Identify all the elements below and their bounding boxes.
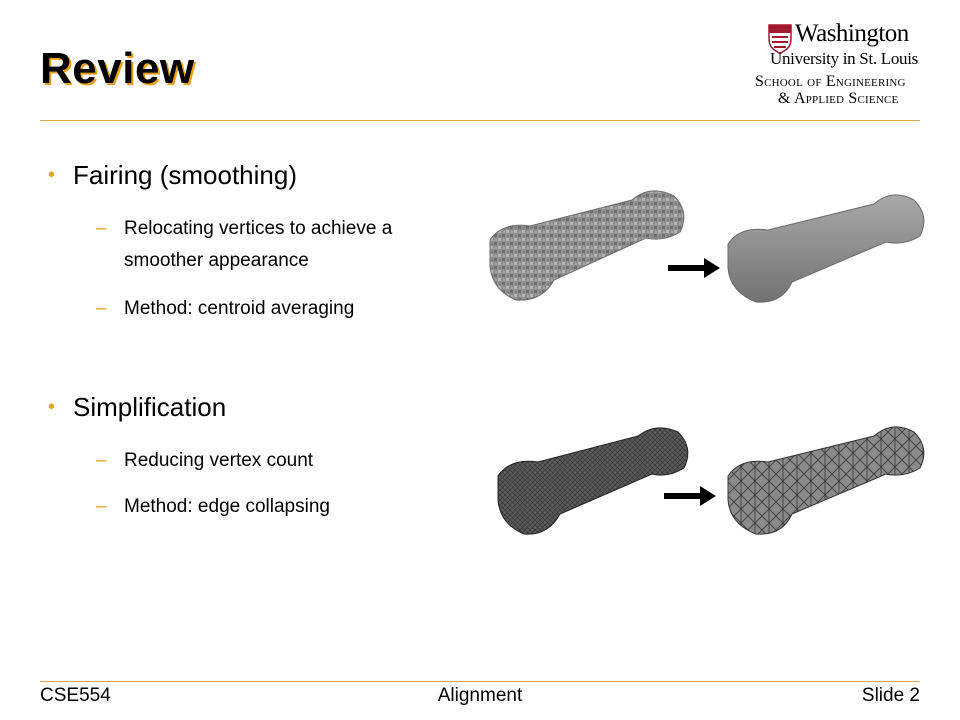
arrow-right-icon — [668, 258, 720, 278]
subbullet-dash: – — [96, 496, 107, 517]
bullet-simplification — [48, 392, 226, 423]
subbullet-text: Method: centroid averaging — [124, 298, 355, 319]
footer-divider — [40, 681, 920, 682]
university-logo — [750, 16, 940, 111]
subbullet-text: Method: edge collapsing — [124, 496, 330, 517]
bullet-fairing — [48, 160, 297, 191]
subbullet-text: Relocating vertices to achieve a smoother appearance — [124, 218, 393, 271]
slide-title: Review — [40, 44, 195, 93]
subbullet-reducing — [96, 445, 456, 477]
logo-school: School of Engineering — [755, 73, 906, 90]
logo-washington: Washington — [795, 20, 909, 47]
bullet-heading: Simplification — [73, 392, 227, 422]
subbullet-dash: – — [96, 218, 107, 239]
subbullet-centroid — [96, 293, 456, 325]
bone-noisy-image — [482, 182, 692, 307]
subbullet-relocating — [96, 213, 456, 277]
subbullet-dash: – — [96, 450, 107, 471]
subbullet-dash: – — [96, 298, 107, 319]
logo-applied-science: & Applied Science — [778, 90, 899, 107]
bone-dense-mesh-image — [490, 420, 696, 540]
bullet-heading: Fairing (smoothing) — [73, 160, 297, 190]
subbullet-edge-collapsing — [96, 491, 456, 523]
footer-course: CSE554 — [40, 685, 111, 706]
footer-slide-number: Slide 2 — [861, 685, 920, 706]
bullet-dot: • — [48, 396, 56, 418]
bullet-dot: • — [48, 164, 56, 186]
title-divider — [40, 120, 920, 121]
arrow-right-icon — [664, 486, 716, 506]
bone-smooth-image — [720, 186, 932, 308]
subbullet-text: Reducing vertex count — [124, 450, 314, 471]
footer-topic: Alignment — [437, 685, 523, 706]
logo-university: University in St. Louis — [770, 49, 918, 68]
bone-coarse-mesh-image — [720, 418, 932, 540]
